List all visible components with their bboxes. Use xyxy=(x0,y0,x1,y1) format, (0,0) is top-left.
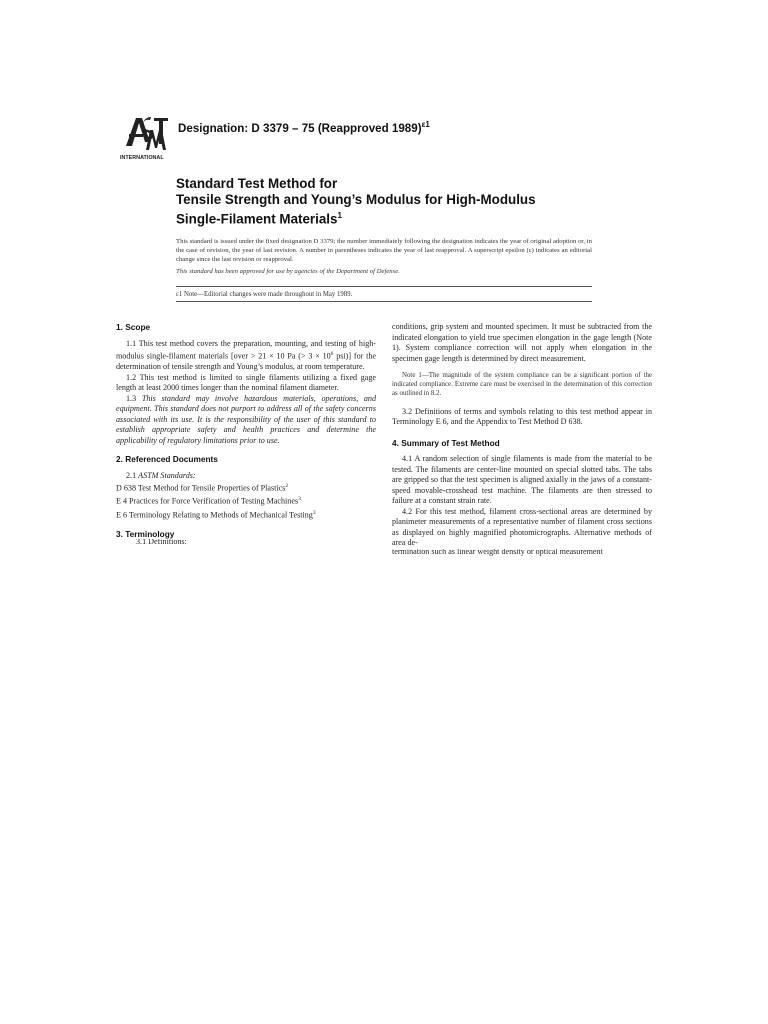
reference-footnote: 3 xyxy=(298,496,301,503)
note-1: Note 1—The magnitude of the system compliance can be a significant portion of the indicated compliance. Extreme care must be exercised in the determination of this correction as outlined in 8.2. xyxy=(392,372,652,397)
right-column xyxy=(392,322,652,559)
document-title xyxy=(176,176,596,227)
reference-d638-text: D 638 Test Method for Tensile Properties of Plastics xyxy=(116,483,286,493)
paragraph-1-1-rest: psi)] for the determination of tensile strength and Young’s modulus, at room temperature. xyxy=(116,351,377,372)
astm-logo-icon xyxy=(120,112,172,162)
paragraph-1-1-text: 1.1 This test method covers the preparation, mounting, and testing of high-modulus single-filament materials [over > 21 × 10 Pa (> 3 × 10 xyxy=(116,338,376,361)
title-line-1: Standard Test Method for xyxy=(176,176,338,191)
reference-e6 xyxy=(116,508,376,521)
title-line-3-text: Single-Filament Materials xyxy=(176,211,338,227)
logo-text: INTERNATIONAL xyxy=(120,155,164,161)
reference-e4-text: E 4 Practices for Force Verification of Testing Machines xyxy=(116,497,299,507)
paragraph-1-2: 1.2 This test method is limited to single filaments utilizing a fixed gage length at least 2000 times longer than the nominal filament diameter. xyxy=(116,372,376,393)
preamble xyxy=(176,238,592,277)
reference-e6-text: E 6 Terminology Relating to Methods of Mechanical Testing xyxy=(116,510,313,520)
paragraph-4-1: 4.1 A random selection of single filaments is made from the material to be tested. The filaments are center-line mounted on special slotted tabs. The tabs are gripped so that the test specimen is aligned axially in the jaws of a constant-speed movable-crosshead test machine. The filaments are then stressed to failure at a constant strain rate. xyxy=(392,454,652,506)
section-heading-summary: 4. Summary of Test Method xyxy=(392,437,500,448)
editorial-note: ε1 Note—Editorial changes were made throughout in May 1989. xyxy=(176,291,353,298)
cut-off-line xyxy=(392,549,652,559)
paragraph-4-2: 4.2 For this test method, filament cross-sectional areas are determined by planimeter measurements of a representative number of filament cross sections as displayed on highly magnified photomicrographs. Alternative methods of area de- xyxy=(392,506,652,548)
paragraph-1-3-text: This standard may involve hazardous materials, operations, and equipment. This standard does not purport to address all of the safety concerns associated with its use. It is the responsibility of the user of this standard to establish appropriate safety and health practices and determine the applicability of regulatory limitations prior to use. xyxy=(116,393,377,445)
designation-text: Designation: D 3379 – 75 (Reapproved 1989) xyxy=(178,121,422,135)
designation xyxy=(178,120,430,135)
section-heading-scope: 1. Scope xyxy=(116,322,151,332)
left-column xyxy=(116,322,376,549)
exponent: 6 xyxy=(330,351,334,357)
designation-superscript: ε1 xyxy=(421,120,430,129)
paragraph-1-3 xyxy=(116,394,376,447)
paragraph-1-3-number: 1.3 xyxy=(126,393,142,403)
paragraph-2-1-text: ASTM Standards: xyxy=(138,470,196,480)
paragraph-3-1: 3.1 Definitions: xyxy=(136,539,187,547)
title-line-3 xyxy=(176,208,596,227)
divider-bottom xyxy=(176,301,592,302)
reference-d638 xyxy=(116,481,376,494)
paragraph-3-2: 3.2 Definitions of terms and symbols relating to this test method appear in Terminology E 6, and the Appendix to Test Method D 638. xyxy=(392,406,652,427)
preamble-text: This standard is issued under the fixed designation D 3379; the number immediately following the designation indicates the year of original adoption or, in the case of revision, the year of last revision. A number in parentheses indicates the year of last reapproval. A superscript epsilon (ε) indicates an editorial change since the last revision or reapproval. xyxy=(176,238,592,263)
section-heading-referenced-documents: 2. Referenced Documents xyxy=(116,454,218,465)
title-line-2: Tensile Strength and Young’s Modulus for High-Modulus xyxy=(176,192,536,207)
paragraph-1-1 xyxy=(116,339,376,373)
title-footnote-marker: 1 xyxy=(337,211,342,220)
divider-top xyxy=(176,286,592,287)
reference-footnote: 3 xyxy=(312,509,316,516)
paragraph-continuation: conditions, grip system and mounted specimen. It must be subtracted from the indicated elongation to yield true specimen elongation in the gage length (Note 1). System compliance correction will not apply when elongation in the specimen gage length is determined by direct measurement. xyxy=(392,322,652,363)
section-heading-terminology: 3. Terminology xyxy=(116,528,175,539)
cut-off-line xyxy=(116,539,376,549)
paragraph-2-1 xyxy=(116,471,376,482)
dod-approval: This standard has been approved for use by agencies of the Department of Defense. xyxy=(176,268,400,276)
paragraph-4-2-cut: termination such as linear weight density or optical measurement xyxy=(392,548,603,556)
reference-footnote: 2 xyxy=(285,483,289,490)
reference-e4 xyxy=(116,494,376,507)
paragraph-2-1-number: 2.1 xyxy=(126,470,139,480)
